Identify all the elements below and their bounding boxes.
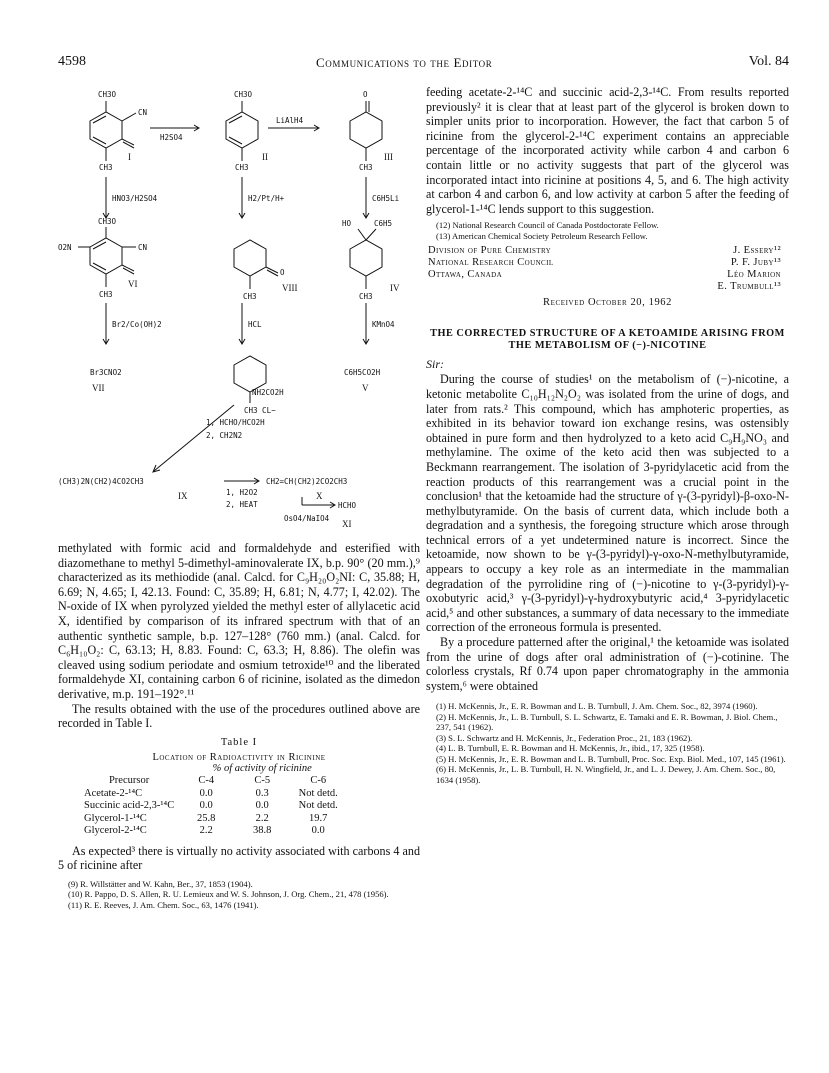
label-ho-4: HO [342, 219, 352, 228]
ring-I [90, 112, 122, 148]
label-num-VI: VI [128, 279, 138, 289]
right-footnotes-2 [426, 701, 789, 785]
right-column [426, 85, 789, 1045]
table-cell: 19.7 [309, 812, 328, 824]
table-header-cell: Precursor [108, 775, 150, 787]
label-hcl: HCL [248, 320, 262, 329]
label-ch3-8: CH3 [243, 292, 257, 301]
ring-VIII [234, 240, 266, 276]
label-ch3-1: CH3 [99, 163, 113, 172]
label-nh2co2h: NH2CO2H [252, 388, 284, 397]
label-lialh4: LiAlH4 [276, 116, 304, 125]
ring-IV [350, 240, 382, 276]
table-group-header: % of activity of ricinine [212, 762, 312, 774]
affiliation-author: E. Trumbull¹³ [717, 281, 781, 293]
label-step-a1: 1, HCHO/HCO2H [206, 418, 265, 427]
table-cell: 0.3 [255, 787, 269, 799]
label-compound-IX: (CH3)2N(CH2)4CO2CH3 [58, 477, 144, 486]
footnote: (11) R. E. Reeves, J. Am. Chem. Soc., 63, 1476 (1941). [68, 899, 259, 910]
received-date: Received October 20, 1962 [542, 297, 672, 309]
affiliation-author: P. F. Juby¹³ [730, 257, 781, 269]
label-ch3-3: CH3 [359, 163, 373, 172]
label-o-8: O [280, 268, 285, 277]
label-c6h5-4: C6H5 [374, 219, 393, 228]
label-cn-6: CN [138, 243, 148, 252]
label-num-XI: XI [342, 519, 352, 529]
table-cell: Glycerol-2-¹⁴C [84, 825, 147, 837]
ring-III [350, 112, 382, 148]
label-num-IV: IV [390, 283, 400, 293]
ring-VI [90, 238, 122, 274]
label-step-a2: 2, CH2N2 [206, 431, 243, 440]
ring-nh2co2h [234, 356, 266, 392]
label-num-V: V [362, 383, 369, 393]
ring-II [226, 112, 258, 148]
reaction-scheme [58, 85, 420, 555]
affiliation-row [426, 269, 789, 281]
label-num-I: I [128, 152, 131, 162]
article-paragraph-1: During the course of studies¹ on the metabolism of (−)-nicotine, a ketonic metabolite C₁₀H₁₂N₂O₂ was isolated from the urine of dogs, and later from rats.² This compound, which has amphoteric properties, as exhibited in its behavior toward ion exchange resins, was ostensibly obtained in pure form and then hydrolyzed to a keto acid C₉H₉NO₃ and methylamine. The oxime of the keto acid then was subjected to a Beckmann rearrangement. The isolation of 3-pyridylacetic acid from the reaction products of this rearrangement was a crucial point in the conclusion¹ that the ketoamide had the structure of γ-(3-pyridyl)-β-oxo-N-methylbutyramide. On the basis of current data, which include both a degradation and a synthesis, the foregoing structure which arose through technical errors of a yet undetermined nature is incorrect. Since the ketoamide, now shown to be γ-(3-pyridyl)-γ-oxo-N-methylbutyramide, appears to occupy a key role as an intermediate in the mammalian degradation of the pyrrolidine ring of (−)-nicotine to γ-(3-pyridyl)-γ-oxobutyric acid,³ γ-(3-pyridyl)-γ-hydroxybutyric acid,⁴ 3-pyridylacetic acid,⁵ and other substances, a summary of data necessary to the immediate correction of the erroneous formula is presented. [426, 372, 789, 635]
label-num-II: II [262, 152, 268, 162]
affiliation-institution: Division of Pure Chemistry [428, 245, 552, 257]
table-header-row [80, 775, 346, 788]
affiliation-author: Léo Marion [727, 269, 781, 281]
label-num-III: III [384, 152, 393, 162]
table-header-cell: C-5 [254, 775, 271, 787]
volume-label: Vol. 84 [748, 54, 789, 69]
footnote: (13) American Chemical Society Petroleum Research Fellow. [436, 230, 648, 241]
table-caption: Location of Radioactivity in Ricinine [152, 751, 326, 763]
label-ch3-6: CH3 [99, 290, 113, 299]
table-cell: 25.8 [197, 812, 216, 824]
table-cell: Succinic acid-2,3-¹⁴C [84, 800, 175, 812]
affiliation-institution: National Research Council [428, 257, 554, 269]
footnote: (1) H. McKennis, Jr., E. R. Bowman and L. B. Turnbull, J. Am. Chem. Soc., 82, 3974 (1960). [436, 701, 758, 712]
table-row [80, 825, 346, 838]
table-title: Table I [220, 736, 258, 748]
radioactivity-table [80, 763, 346, 838]
footnote: (10) R. Pappo, D. S. Allen, R. U. Lemieux and W. S. Johnson, J. Org. Chem., 21, 478 (1956). [68, 889, 389, 900]
left-paragraph-1: methylated with formic acid and formaldehyde and esterified with diazomethane to methyl 5-dimethyl-aminovalerate IX, b.p. 90° (20 mm.),⁹ characterized as its methiodide (anal. Calcd. for C₉H₂₀O₂NI: C, 35.88; H, 6.69; N, 4.65; I, 42.13. Found: C, 35.89; H, 6.81; N, 4.77; I, 42.02). The N-oxide of IX when pyrolyzed yielded the methyl ester of allylacetic acid X, identified by comparison of its infrared spectrum with that of an authentic synthetic sample, b.p. 127–128° (760 mm.) (anal. Calcd. for C₆H₁₀O₂: C, 63.13; H, 8.83. Found: C, 63.3; H, 8.86). The olefin was cleaved using sodium periodate and osmium tetroxide¹⁰ and the liberated formaldehyde XI, containing carbon 6 of ricinine, isolated as the dimedon derivative, m.p. 191–192°.¹¹ [58, 541, 420, 701]
table-row [80, 813, 346, 826]
table-row [80, 800, 346, 813]
label-step-b1: 1, H2O2 [226, 488, 258, 497]
table-cell: Acetate-2-¹⁴C [84, 787, 143, 799]
label-ch3-2: CH3 [235, 163, 249, 172]
affiliation-block [426, 245, 789, 293]
right-footnotes-1 [426, 220, 789, 241]
salutation: Sir: [426, 357, 444, 372]
label-ch3-4: CH3 [359, 292, 373, 301]
table-cell: 0.0 [255, 800, 269, 812]
label-h2pt: H2/Pt/H+ [248, 194, 285, 203]
affiliation-author: J. Essery¹² [733, 245, 781, 257]
table-cell: Glycerol-1-¹⁴C [84, 812, 147, 824]
left-body [58, 541, 420, 910]
footnote: (5) H. McKennis, Jr., E. R. Bowman and L. B. Turnbull, Proc. Soc. Exp. Biol. Med., 107, 145 (1961). [436, 753, 786, 764]
table-header-cell: C-4 [198, 775, 215, 787]
left-paragraph-2: The results obtained with the use of the procedures outlined above are recorded in Table I. [58, 701, 420, 731]
footnote: (9) R. Willstätter and W. Kahn, Ber., 37, 1853 (1904). [68, 878, 253, 889]
label-num-IX: IX [178, 491, 188, 501]
label-o2n-6: O2N [58, 243, 72, 252]
label-step-b2: 2, HEAT [226, 500, 258, 509]
article-paragraph-2: By a procedure patterned after the original,¹ the ketoamide was isolated from the urine of dogs after oral administration of (−)-cotinine. The colorless crystals, Rf 0.74 upon paper chromatography in the ammonia system,⁶ were obtained [426, 635, 789, 693]
label-kmno4: KMnO4 [372, 320, 395, 329]
label-oso4: OsO4/NaIO4 [284, 514, 330, 523]
label-num-X: X [316, 491, 323, 501]
label-br2: Br2/Co(OH)2 [112, 320, 162, 329]
affiliation-row [426, 245, 789, 257]
label-ch3o-1: CH3O [98, 90, 117, 99]
reaction-scheme-svg [58, 85, 420, 555]
label-c6h5li: C6H5Li [372, 194, 400, 203]
affiliation-institution: Ottawa, Canada [428, 269, 503, 281]
table-cell: 2.2 [255, 812, 269, 824]
affiliation-row [426, 257, 789, 269]
footnote: (3) S. L. Schwartz and H. McKennis, Jr., Federation Proc., 21, 183 (1962). [436, 732, 693, 743]
table-cell: Not detd. [298, 800, 338, 812]
footnote: (6) H. McKennis, Jr., L. B. Turnbull, H. N. Wingfield, Jr., and L. J. Dewey, J. Am. Chem. Soc., 80, 1634 (1958). [436, 764, 776, 785]
footnote: (4) L. B. Turnbull, E. R. Bowman and H. McKennis, Jr., ibid., 17, 325 (1958). [436, 743, 705, 754]
label-num-VII: VII [92, 383, 105, 393]
label-hcho: HCHO [338, 501, 357, 510]
label-cn-1: CN [138, 108, 148, 117]
left-paragraph-3: As expected³ there is virtually no activity associated with carbons 4 and 5 of ricinine after [58, 843, 420, 873]
table-row [80, 788, 346, 801]
table-cell: 0.0 [311, 825, 325, 837]
left-footnotes [58, 879, 420, 911]
table-cell: Not detd. [298, 787, 338, 799]
label-h2so4: H2SO4 [160, 133, 183, 142]
table-cell: 2.2 [199, 825, 213, 837]
label-num-VIII: VIII [282, 283, 298, 293]
label-o-3: O [363, 90, 368, 99]
table-cell: 0.0 [199, 800, 213, 812]
label-ch3cl: CH3 CL− [244, 406, 276, 415]
label-compound-X: CH2=CH(CH2)2CO2CH3 [266, 477, 348, 486]
label-ch3o-6: CH3O [98, 217, 117, 226]
left-column [58, 85, 420, 1045]
right-paragraph-1: feeding acetate-2-¹⁴C and succinic acid-2,3-¹⁴C. From results reported previously² it is clear that at least part of the glycerol is broken down to simpler units prior to incorporation. However, the fact that carbon 5 of ricinine from the glycerol-2-¹⁴C experiment contains an appreciable percentage of the incorporated activity while carbon 4 and carbon 6 contain little or no activity suggests that part of the glycerol was incorporated intact into ricinine at positions 4, 5, and 6. The high activity at carbon 4 and carbon 6, and low activity at carbon 5 after the feeding of glycerol-1-¹⁴C lends support to this suggestion. [426, 85, 789, 216]
affiliation-row [426, 281, 789, 293]
footnote: (12) National Research Council of Canada Postdoctorate Fellow. [436, 220, 659, 231]
page-number: 4598 [58, 54, 86, 69]
label-c6h5co2h: C6H5CO2H [344, 368, 381, 377]
label-br3cno2: Br3CNO2 [90, 368, 122, 377]
label-ch3o-2: CH3O [234, 90, 253, 99]
table-header-cell: C-6 [310, 775, 327, 787]
table-cell: 38.8 [253, 825, 272, 837]
article-title: THE CORRECTED STRUCTURE OF A KETOAMIDE ARISING FROM THE METABOLISM OF (−)-NICOTINE [430, 328, 785, 351]
table-cell: 0.0 [199, 787, 213, 799]
footnote: (2) H. McKennis, Jr., L. B. Turnbull, S. L. Schwartz, E. Tamaki and E. R. Bowman, J. Biol. Chem., 237, 541 (1962). [436, 711, 778, 733]
label-hno3: HNO3/H2SO4 [112, 194, 158, 203]
journal-section-header: Communications to the Editor [316, 55, 493, 70]
